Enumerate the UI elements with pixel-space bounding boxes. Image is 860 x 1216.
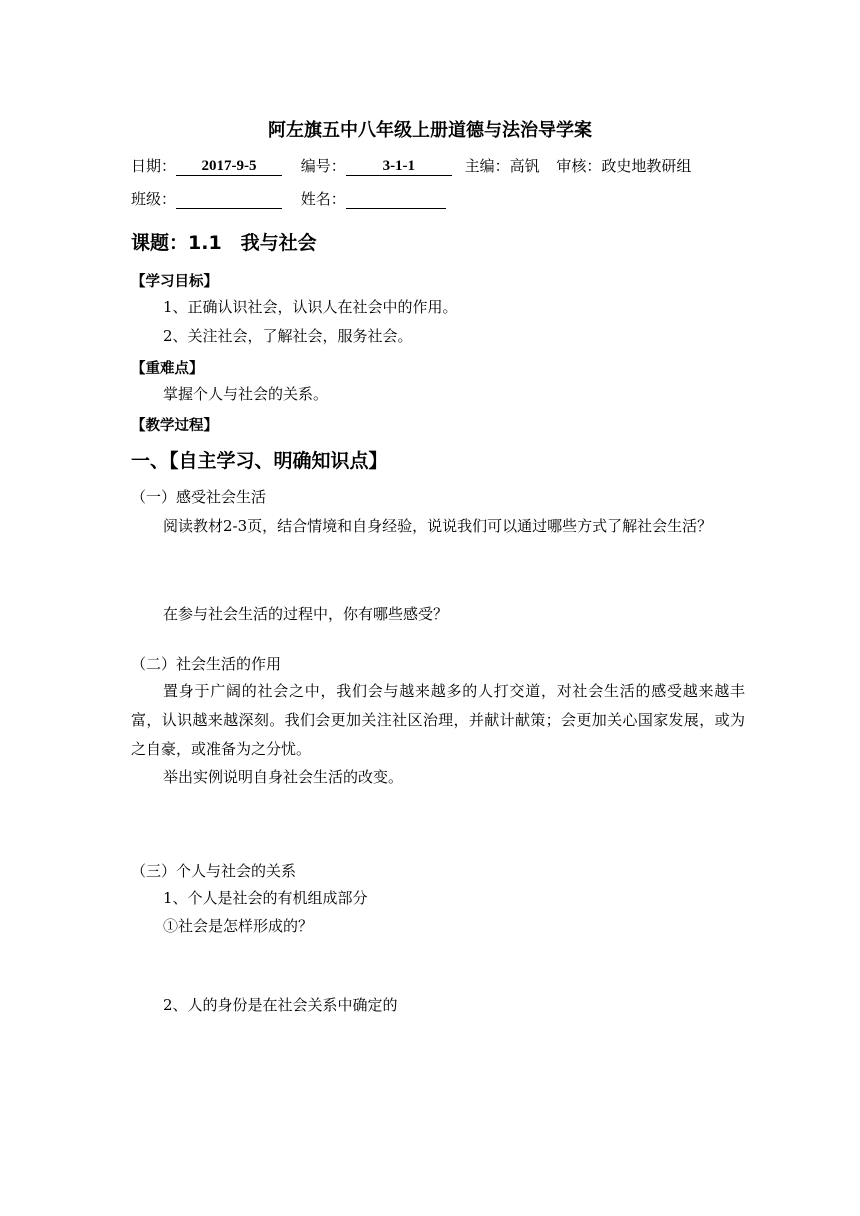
lesson-title: 课题：1.1 我与社会 (131, 232, 317, 254)
number-label: 编号： (300, 157, 346, 175)
meta-row-1 (131, 156, 691, 176)
section-heading: （三）个人与社会的关系 (131, 862, 297, 880)
date-value: 2017-9-5 (176, 156, 282, 176)
question-text: 举出实例说明自身社会生活的改变。 (163, 768, 404, 786)
objective-item: 2、关注社会，了解社会，服务社会。 (163, 327, 413, 345)
name-label: 姓名： (300, 190, 346, 208)
list-item: 2、人的身份是在社会关系中确定的 (163, 996, 398, 1014)
class-blank (176, 189, 282, 209)
key-points-text: 掌握个人与社会的关系。 (163, 385, 329, 403)
key-points-heading: 【重难点】 (131, 361, 204, 377)
page-title: 阿左旗五中八年级上册道德与法治导学案 (268, 120, 592, 141)
editor: 主编：高钒 (464, 157, 540, 175)
question-text: 在参与社会生活的过程中，你有哪些感受？ (163, 605, 449, 623)
reviewer: 审核：政史地教研组 (556, 157, 692, 175)
objectives-heading: 【学习目标】 (131, 274, 218, 290)
list-item: 1、个人是社会的有机组成部分 (163, 889, 368, 907)
name-blank (346, 189, 446, 209)
question-text: 阅读教材2-3页，结合情境和自身经验，说说我们可以通过哪些方式了解社会生活？ (163, 517, 713, 535)
meta-row-2 (131, 189, 446, 209)
part-one-heading: 一、【自主学习、明确知识点】 (131, 450, 388, 472)
date-label: 日期： (131, 157, 177, 175)
question-text: ①社会是怎样形成的？ (163, 917, 314, 935)
number-value: 3-1-1 (346, 156, 452, 176)
section-heading: （二）社会生活的作用 (131, 655, 282, 673)
paragraph: 置身于广阔的社会之中，我们会与越来越多的人打交道，对社会生活的感受越来越丰富，认识越来越深刻。我们会更加关注社区治理，并献计献策；会更加关心国家发展，或为之自豪，或准备为之分忧。 (131, 682, 745, 758)
process-heading: 【教学过程】 (131, 418, 218, 434)
objective-item: 1、正确认识社会，认识人在社会中的作用。 (163, 298, 458, 316)
section-heading: （一）感受社会生活 (131, 488, 267, 506)
class-label: 班级： (131, 190, 177, 208)
